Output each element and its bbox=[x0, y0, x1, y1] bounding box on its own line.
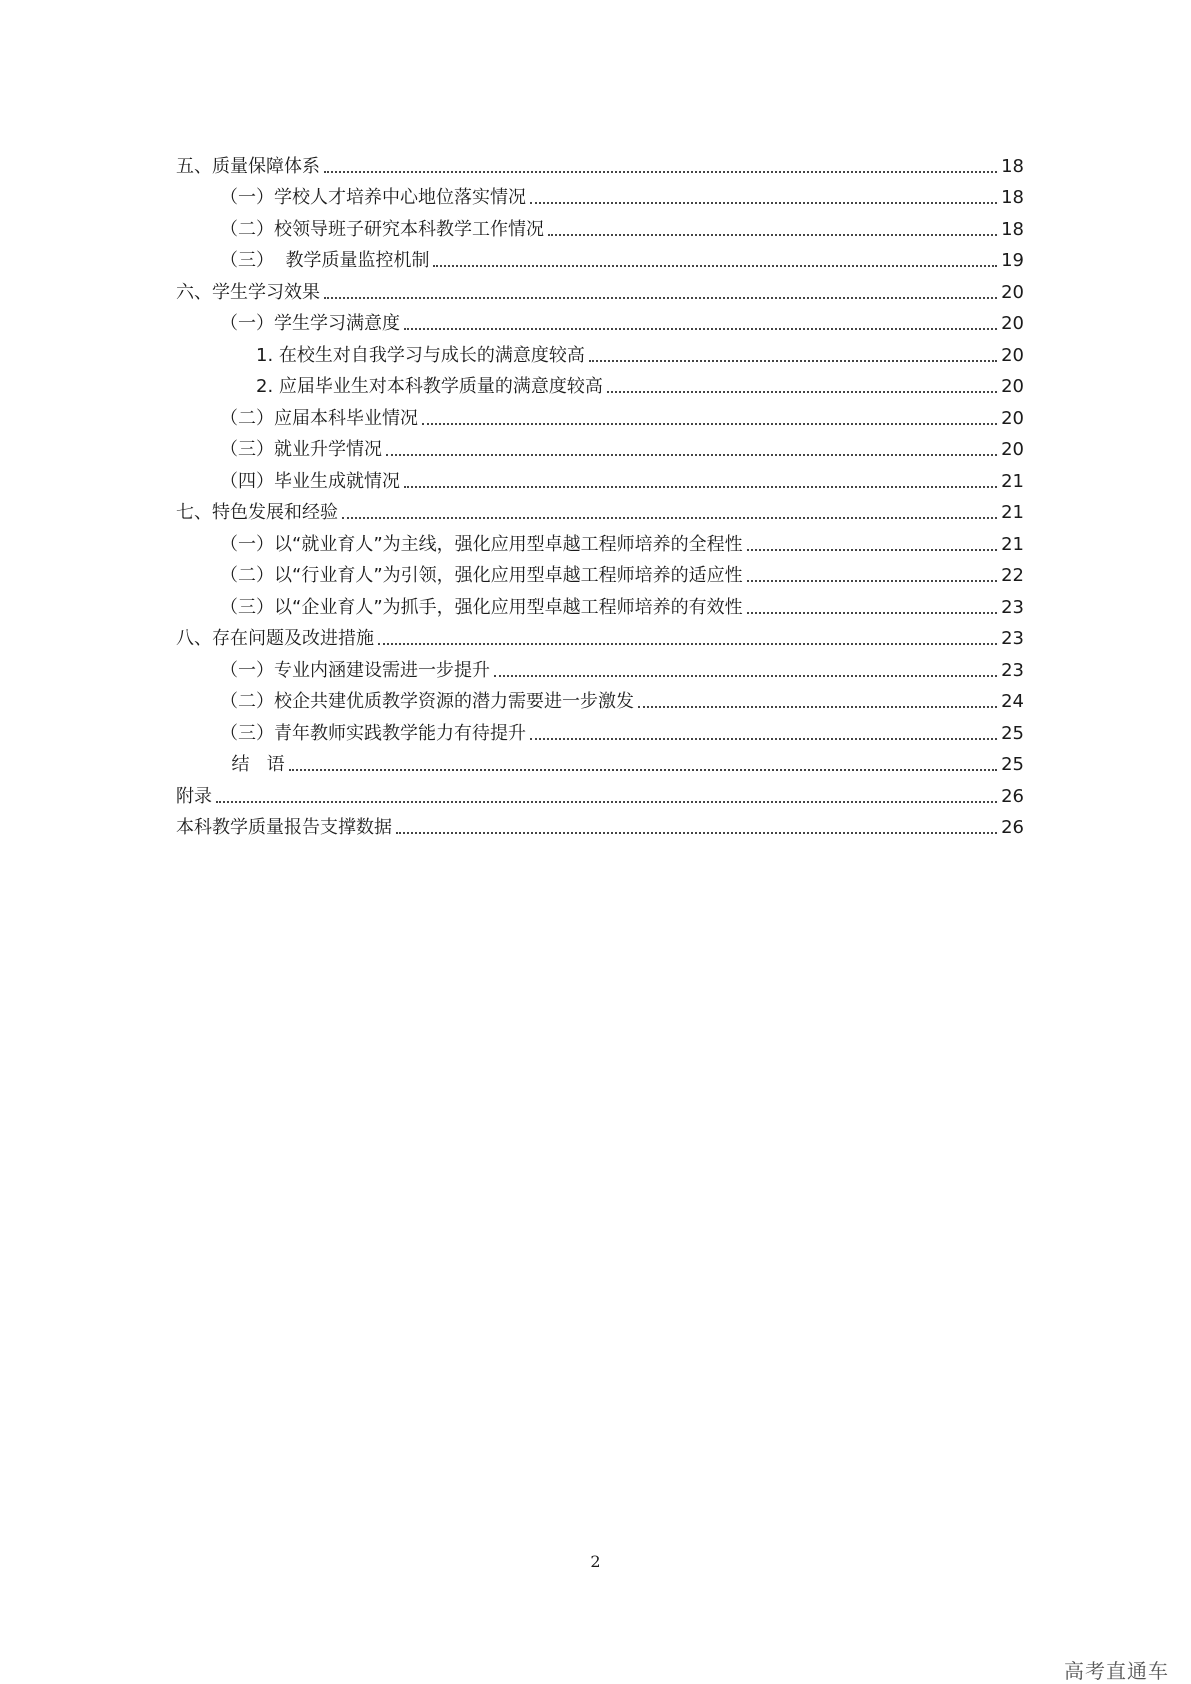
toc-entry[interactable] bbox=[176, 241, 1024, 273]
toc-entry[interactable] bbox=[176, 808, 1024, 840]
toc-entry-label: （一）专业内涵建设需进一步提升 bbox=[220, 659, 490, 681]
toc-entry-label: （二）应届本科毕业情况 bbox=[220, 407, 418, 429]
toc-entry-label: 附录 bbox=[176, 785, 212, 807]
toc-dot-leader bbox=[396, 832, 997, 834]
toc-entry-label: 本科教学质量报告支撑数据 bbox=[176, 817, 392, 838]
toc-entry-label: （四）毕业生成就情况 bbox=[220, 470, 400, 492]
toc-dot-leader bbox=[324, 171, 997, 173]
toc-dot-leader bbox=[378, 643, 997, 645]
toc-entry[interactable] bbox=[176, 682, 1024, 714]
toc-dot-leader bbox=[607, 391, 997, 393]
toc-dot-leader bbox=[548, 234, 997, 236]
page-number: 2 bbox=[590, 1552, 601, 1571]
toc-entry[interactable] bbox=[176, 650, 1024, 682]
toc-entry-label: 五、质量保障体系 bbox=[176, 155, 320, 177]
toc-entry[interactable] bbox=[176, 493, 1024, 525]
toc-entry-page: 20 bbox=[1001, 407, 1024, 429]
toc-dot-leader bbox=[433, 265, 997, 267]
toc-entry[interactable] bbox=[176, 335, 1024, 367]
toc-entry-label: 结 语 bbox=[220, 754, 285, 775]
toc-entry-label: （三）就业升学情况 bbox=[220, 439, 382, 460]
toc-entry[interactable] bbox=[176, 398, 1024, 430]
toc-entry-page: 22 bbox=[1001, 565, 1024, 586]
toc-entry-page: 23 bbox=[1001, 628, 1024, 649]
toc-dot-leader bbox=[216, 801, 997, 803]
toc-entry[interactable] bbox=[176, 367, 1024, 399]
toc-entry-label: （一）学校人才培养中心地位落实情况 bbox=[220, 187, 526, 208]
toc-entry-label: （二）校领导班子研究本科教学工作情况 bbox=[220, 218, 544, 240]
toc-entry-label: （三） 教学质量监控机制 bbox=[220, 250, 430, 271]
toc-entry-page: 18 bbox=[1001, 187, 1024, 208]
toc-entry[interactable] bbox=[176, 430, 1024, 462]
toc-entry-page: 24 bbox=[1001, 691, 1024, 712]
toc-entry-page: 21 bbox=[1001, 533, 1024, 555]
toc-entry-page: 21 bbox=[1001, 470, 1024, 492]
toc-dot-leader bbox=[494, 675, 997, 677]
toc-dot-leader bbox=[747, 612, 997, 614]
toc-entry[interactable] bbox=[176, 619, 1024, 651]
toc-dot-leader bbox=[530, 202, 997, 204]
toc-entry[interactable] bbox=[176, 587, 1024, 619]
toc-entry-page: 21 bbox=[1001, 502, 1024, 523]
toc-entry-page: 23 bbox=[1001, 596, 1024, 618]
toc-dot-leader bbox=[386, 454, 997, 456]
toc-entry-label: （三）青年教师实践教学能力有待提升 bbox=[220, 722, 526, 744]
toc-entry-page: 25 bbox=[1001, 754, 1024, 775]
toc-dot-leader bbox=[404, 328, 997, 330]
toc-entry-label: 六、学生学习效果 bbox=[176, 281, 320, 303]
toc-dot-leader bbox=[747, 580, 997, 582]
toc-entry-label: 2. 应届毕业生对本科教学质量的满意度较高 bbox=[256, 376, 603, 397]
toc-dot-leader bbox=[747, 549, 997, 551]
toc-entry-page: 23 bbox=[1001, 659, 1024, 681]
toc-entry[interactable] bbox=[176, 178, 1024, 210]
toc-entry[interactable] bbox=[176, 304, 1024, 336]
toc-entry-label: （一）以“就业育人”为主线，强化应用型卓越工程师培养的全程性 bbox=[220, 533, 743, 555]
toc-dot-leader bbox=[530, 738, 997, 740]
toc-entry-page: 19 bbox=[1001, 250, 1024, 271]
toc-entry[interactable] bbox=[176, 524, 1024, 556]
toc-dot-leader bbox=[342, 517, 997, 519]
toc-dot-leader bbox=[289, 769, 997, 771]
toc-entry-page: 20 bbox=[1001, 376, 1024, 397]
toc-entry-page: 26 bbox=[1001, 785, 1024, 807]
toc-dot-leader bbox=[589, 360, 997, 362]
toc-entry-label: 八、存在问题及改进措施 bbox=[176, 628, 374, 649]
toc-entry-page: 20 bbox=[1001, 313, 1024, 334]
toc-dot-leader bbox=[324, 297, 997, 299]
toc-entry[interactable] bbox=[176, 146, 1024, 178]
toc-dot-leader bbox=[404, 486, 997, 488]
toc-entry[interactable] bbox=[176, 209, 1024, 241]
toc-entry[interactable] bbox=[176, 461, 1024, 493]
toc-entry-page: 18 bbox=[1001, 155, 1024, 177]
toc-entry[interactable] bbox=[176, 776, 1024, 808]
toc-entry[interactable] bbox=[176, 272, 1024, 304]
toc-entry[interactable] bbox=[176, 556, 1024, 588]
toc-entry-label: （一）学生学习满意度 bbox=[220, 313, 400, 334]
toc-entry-page: 20 bbox=[1001, 439, 1024, 460]
toc-entry-page: 18 bbox=[1001, 218, 1024, 240]
table-of-contents bbox=[176, 146, 1024, 839]
toc-entry-page: 20 bbox=[1001, 281, 1024, 303]
toc-entry-page: 26 bbox=[1001, 817, 1024, 838]
toc-entry-label: （三）以“企业育人”为抓手，强化应用型卓越工程师培养的有效性 bbox=[220, 596, 743, 618]
toc-entry[interactable] bbox=[176, 713, 1024, 745]
watermark: 高考直通车 bbox=[1064, 1659, 1169, 1683]
toc-dot-leader bbox=[638, 706, 997, 708]
toc-entry-label: （二）以“行业育人”为引领，强化应用型卓越工程师培养的适应性 bbox=[220, 565, 743, 586]
toc-entry-page: 20 bbox=[1001, 344, 1024, 366]
toc-entry-label: 1. 在校生对自我学习与成长的满意度较高 bbox=[256, 344, 585, 366]
toc-dot-leader bbox=[422, 423, 997, 425]
toc-entry-page: 25 bbox=[1001, 722, 1024, 744]
toc-entry[interactable] bbox=[176, 745, 1024, 777]
toc-entry-label: 七、特色发展和经验 bbox=[176, 502, 338, 523]
toc-entry-label: （二）校企共建优质教学资源的潜力需要进一步激发 bbox=[220, 691, 634, 712]
